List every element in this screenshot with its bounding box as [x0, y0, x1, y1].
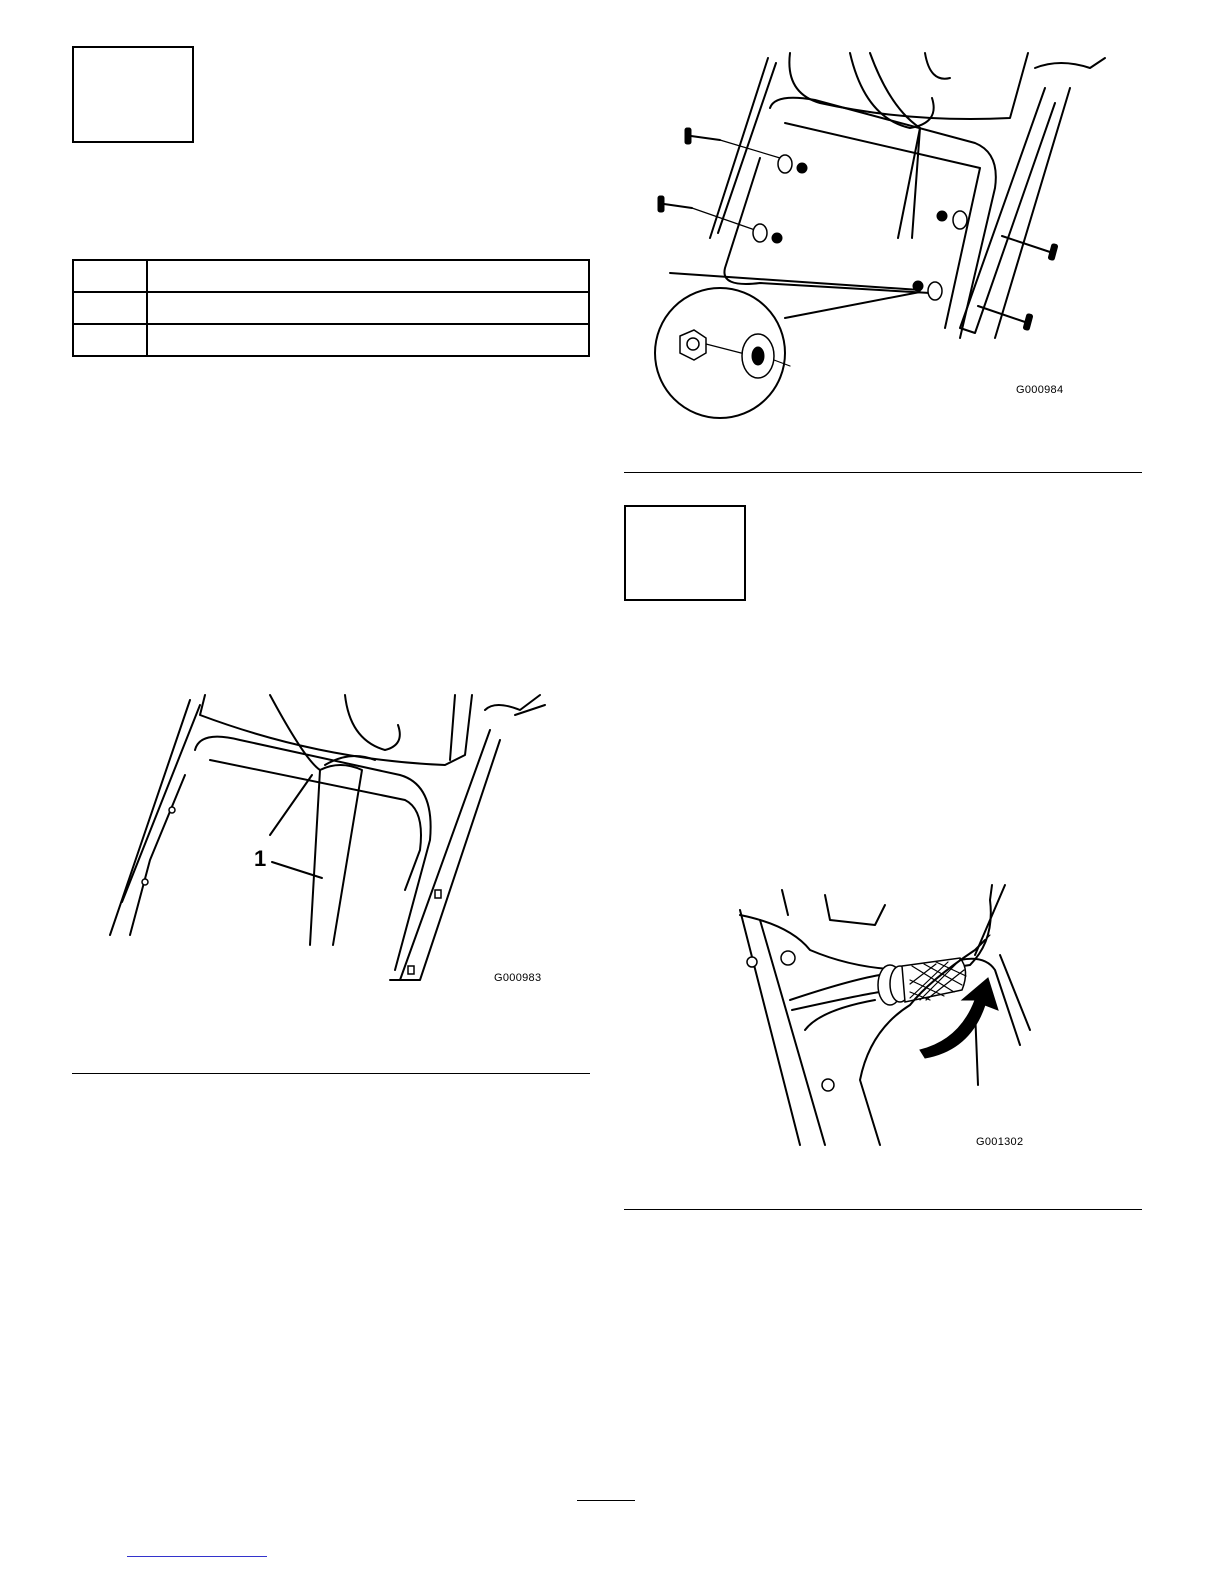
section-divider — [72, 1073, 590, 1074]
bolt-icon — [978, 306, 1033, 331]
bolt-icon — [685, 128, 720, 144]
page-number-underline — [577, 1500, 635, 1501]
section-divider — [624, 1209, 1142, 1210]
figure-id-label: G000983 — [494, 972, 542, 984]
section-divider — [624, 472, 1142, 473]
table-row — [73, 292, 589, 324]
table-row — [73, 260, 589, 292]
table-cell-desc — [147, 260, 589, 292]
washer-icon — [742, 334, 774, 378]
step-number-box-right — [624, 505, 746, 601]
table-cell-desc — [147, 324, 589, 356]
footer-link-underline[interactable] — [127, 1556, 267, 1557]
figure-id-label: G001302 — [976, 1136, 1024, 1148]
table-cell-desc — [147, 292, 589, 324]
table-row — [73, 324, 589, 356]
nut-icon — [680, 330, 706, 360]
figure-handle-grip — [730, 880, 1040, 1155]
table-cell-qty — [73, 260, 147, 292]
step-number-box-left — [72, 46, 194, 143]
nut-icon — [772, 163, 947, 291]
figure-handle-bolts — [650, 48, 1150, 428]
washer-icon — [753, 155, 967, 300]
figure-handle-cable — [100, 690, 570, 1000]
bolt-icon — [1002, 236, 1058, 261]
parts-table — [72, 259, 590, 357]
callout-number: 1 — [254, 846, 267, 871]
table-cell-qty — [73, 324, 147, 356]
bolt-icon — [658, 196, 692, 212]
figure-id-label: G000984 — [1016, 384, 1064, 396]
table-cell-qty — [73, 292, 147, 324]
